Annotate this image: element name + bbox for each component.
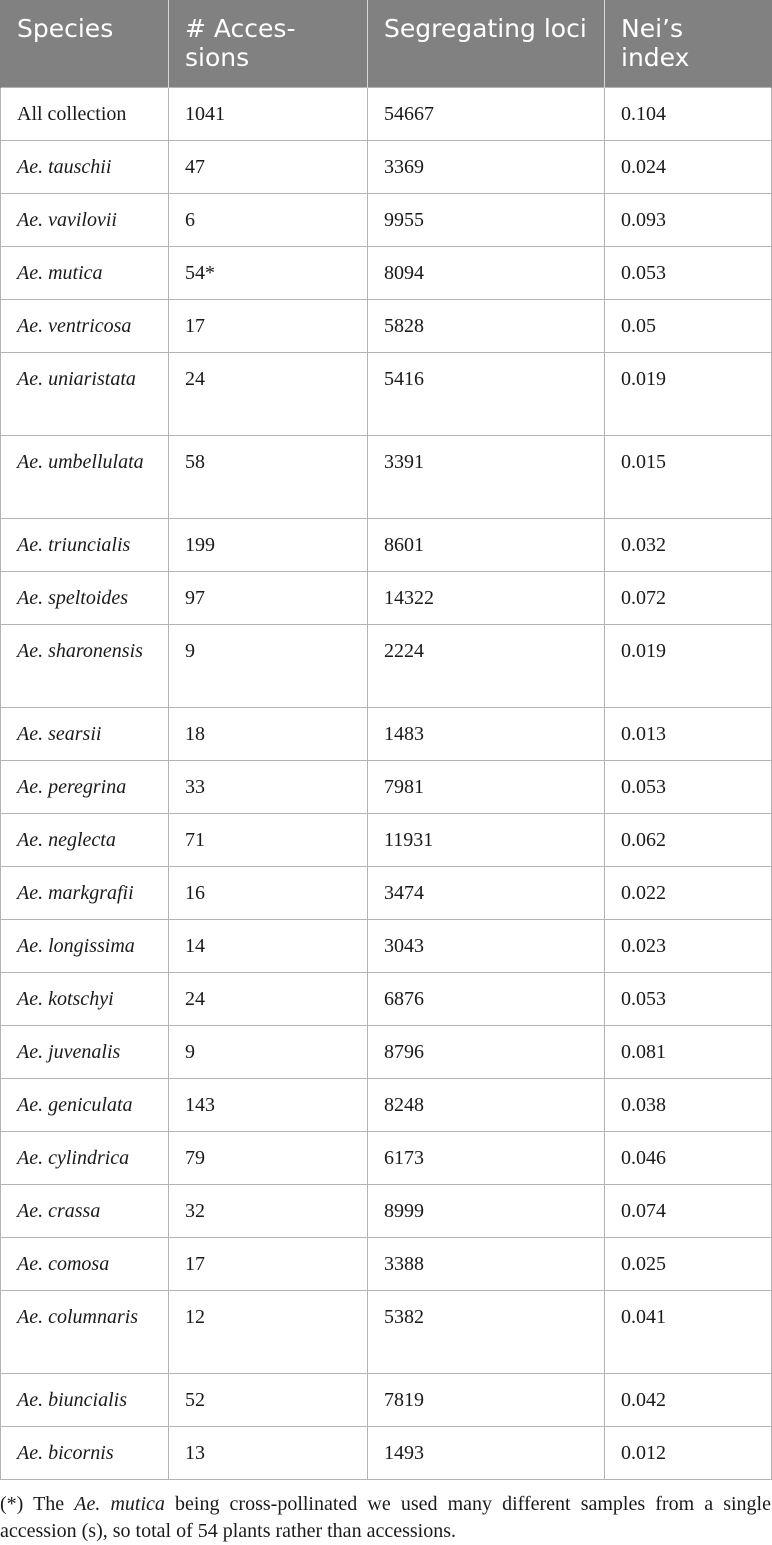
table-row: [1, 1374, 772, 1427]
cell-accessions: 9: [169, 1026, 368, 1079]
header-row: [1, 0, 772, 88]
header-species: Species: [1, 0, 169, 88]
cell-accessions: 12: [169, 1291, 368, 1374]
cell-segregating-loci: 14322: [368, 572, 605, 625]
table-row: [1, 1026, 772, 1079]
header-neis-index: Nei’s index: [605, 0, 772, 88]
table-row: [1, 247, 772, 300]
table-row: [1, 194, 772, 247]
cell-segregating-loci: 1493: [368, 1427, 605, 1480]
table-row: [1, 572, 772, 625]
cell-accessions: 79: [169, 1132, 368, 1185]
cell-accessions: 199: [169, 519, 368, 572]
cell-accessions: 143: [169, 1079, 368, 1132]
cell-accessions: 17: [169, 300, 368, 353]
cell-accessions: 13: [169, 1427, 368, 1480]
cell-segregating-loci: 11931: [368, 814, 605, 867]
table-row: [1, 141, 772, 194]
cell-segregating-loci: 6173: [368, 1132, 605, 1185]
cell-species: Ae. triuncialis: [1, 519, 169, 572]
cell-neis-index: 0.05: [605, 300, 772, 353]
cell-segregating-loci: 5382: [368, 1291, 605, 1374]
cell-segregating-loci: 3388: [368, 1238, 605, 1291]
table-row: [1, 814, 772, 867]
table-row: [1, 973, 772, 1026]
cell-accessions: 18: [169, 708, 368, 761]
cell-species: Ae. comosa: [1, 1238, 169, 1291]
cell-species: Ae. kotschyi: [1, 973, 169, 1026]
cell-neis-index: 0.053: [605, 247, 772, 300]
cell-neis-index: 0.081: [605, 1026, 772, 1079]
cell-accessions: 54*: [169, 247, 368, 300]
cell-segregating-loci: 7981: [368, 761, 605, 814]
table-row: [1, 436, 772, 519]
cell-segregating-loci: 6876: [368, 973, 605, 1026]
cell-accessions: 52: [169, 1374, 368, 1427]
cell-neis-index: 0.093: [605, 194, 772, 247]
cell-segregating-loci: 3474: [368, 867, 605, 920]
table-row: [1, 1185, 772, 1238]
cell-neis-index: 0.019: [605, 353, 772, 436]
cell-species: All collection: [1, 88, 169, 141]
cell-segregating-loci: 8796: [368, 1026, 605, 1079]
cell-neis-index: 0.032: [605, 519, 772, 572]
table-row: [1, 920, 772, 973]
cell-species: Ae. vavilovii: [1, 194, 169, 247]
cell-species: Ae. geniculata: [1, 1079, 169, 1132]
cell-neis-index: 0.053: [605, 973, 772, 1026]
cell-neis-index: 0.046: [605, 1132, 772, 1185]
header-segregating-loci: Segregating loci: [368, 0, 605, 88]
cell-accessions: 33: [169, 761, 368, 814]
cell-neis-index: 0.015: [605, 436, 772, 519]
cell-species: Ae. speltoides: [1, 572, 169, 625]
cell-neis-index: 0.074: [605, 1185, 772, 1238]
cell-species: Ae. mutica: [1, 247, 169, 300]
cell-segregating-loci: 8601: [368, 519, 605, 572]
cell-segregating-loci: 54667: [368, 88, 605, 141]
cell-neis-index: 0.022: [605, 867, 772, 920]
footnote: [0, 1491, 771, 1545]
cell-accessions: 47: [169, 141, 368, 194]
table-row: [1, 867, 772, 920]
cell-neis-index: 0.019: [605, 625, 772, 708]
cell-segregating-loci: 1483: [368, 708, 605, 761]
cell-species: Ae. markgrafii: [1, 867, 169, 920]
cell-segregating-loci: 3391: [368, 436, 605, 519]
cell-accessions: 1041: [169, 88, 368, 141]
cell-accessions: 24: [169, 353, 368, 436]
table-row: [1, 300, 772, 353]
cell-neis-index: 0.024: [605, 141, 772, 194]
cell-neis-index: 0.042: [605, 1374, 772, 1427]
cell-species: Ae. crassa: [1, 1185, 169, 1238]
table-row: [1, 1291, 772, 1374]
cell-neis-index: 0.012: [605, 1427, 772, 1480]
table-row: [1, 1238, 772, 1291]
table-row: [1, 353, 772, 436]
cell-neis-index: 0.023: [605, 920, 772, 973]
cell-neis-index: 0.072: [605, 572, 772, 625]
cell-neis-index: 0.025: [605, 1238, 772, 1291]
cell-species: Ae. biuncialis: [1, 1374, 169, 1427]
cell-species: Ae. tauschii: [1, 141, 169, 194]
cell-species: Ae. juvenalis: [1, 1026, 169, 1079]
cell-accessions: 71: [169, 814, 368, 867]
cell-species: Ae. bicornis: [1, 1427, 169, 1480]
table-row: [1, 761, 772, 814]
cell-segregating-loci: 8999: [368, 1185, 605, 1238]
cell-species: Ae. peregrina: [1, 761, 169, 814]
cell-species: Ae. sharonensis: [1, 625, 169, 708]
cell-accessions: 24: [169, 973, 368, 1026]
cell-species: Ae. uniaristata: [1, 353, 169, 436]
cell-segregating-loci: 8248: [368, 1079, 605, 1132]
cell-segregating-loci: 5828: [368, 300, 605, 353]
cell-species: Ae. neglecta: [1, 814, 169, 867]
cell-segregating-loci: 9955: [368, 194, 605, 247]
cell-segregating-loci: 8094: [368, 247, 605, 300]
cell-segregating-loci: 2224: [368, 625, 605, 708]
table-body: [1, 88, 772, 1480]
table-row: [1, 1427, 772, 1480]
footnote-text: being cross-pollinated we used many different samples from a single accession (s), so total of 54 plants rather than accessions.: [0, 1493, 771, 1542]
table-row: [1, 519, 772, 572]
cell-accessions: 16: [169, 867, 368, 920]
footnote-prefix: (*) The: [0, 1493, 75, 1515]
cell-segregating-loci: 7819: [368, 1374, 605, 1427]
cell-neis-index: 0.041: [605, 1291, 772, 1374]
table-row: [1, 708, 772, 761]
cell-neis-index: 0.104: [605, 88, 772, 141]
table-row: [1, 1132, 772, 1185]
cell-accessions: 6: [169, 194, 368, 247]
cell-accessions: 14: [169, 920, 368, 973]
header-accessions: # Acces-sions: [169, 0, 368, 88]
cell-species: Ae. umbellulata: [1, 436, 169, 519]
cell-species: Ae. longissima: [1, 920, 169, 973]
cell-segregating-loci: 5416: [368, 353, 605, 436]
table-row: [1, 1079, 772, 1132]
cell-neis-index: 0.053: [605, 761, 772, 814]
cell-neis-index: 0.038: [605, 1079, 772, 1132]
cell-accessions: 58: [169, 436, 368, 519]
cell-accessions: 97: [169, 572, 368, 625]
table-row: [1, 88, 772, 141]
cell-species: Ae. cylindrica: [1, 1132, 169, 1185]
cell-species: Ae. searsii: [1, 708, 169, 761]
cell-neis-index: 0.013: [605, 708, 772, 761]
cell-species: Ae. ventricosa: [1, 300, 169, 353]
cell-accessions: 9: [169, 625, 368, 708]
cell-segregating-loci: 3043: [368, 920, 605, 973]
cell-accessions: 32: [169, 1185, 368, 1238]
cell-segregating-loci: 3369: [368, 141, 605, 194]
table-row: [1, 625, 772, 708]
cell-accessions: 17: [169, 1238, 368, 1291]
cell-species: Ae. columnaris: [1, 1291, 169, 1374]
cell-neis-index: 0.062: [605, 814, 772, 867]
footnote-species: Ae. mutica: [74, 1493, 165, 1515]
